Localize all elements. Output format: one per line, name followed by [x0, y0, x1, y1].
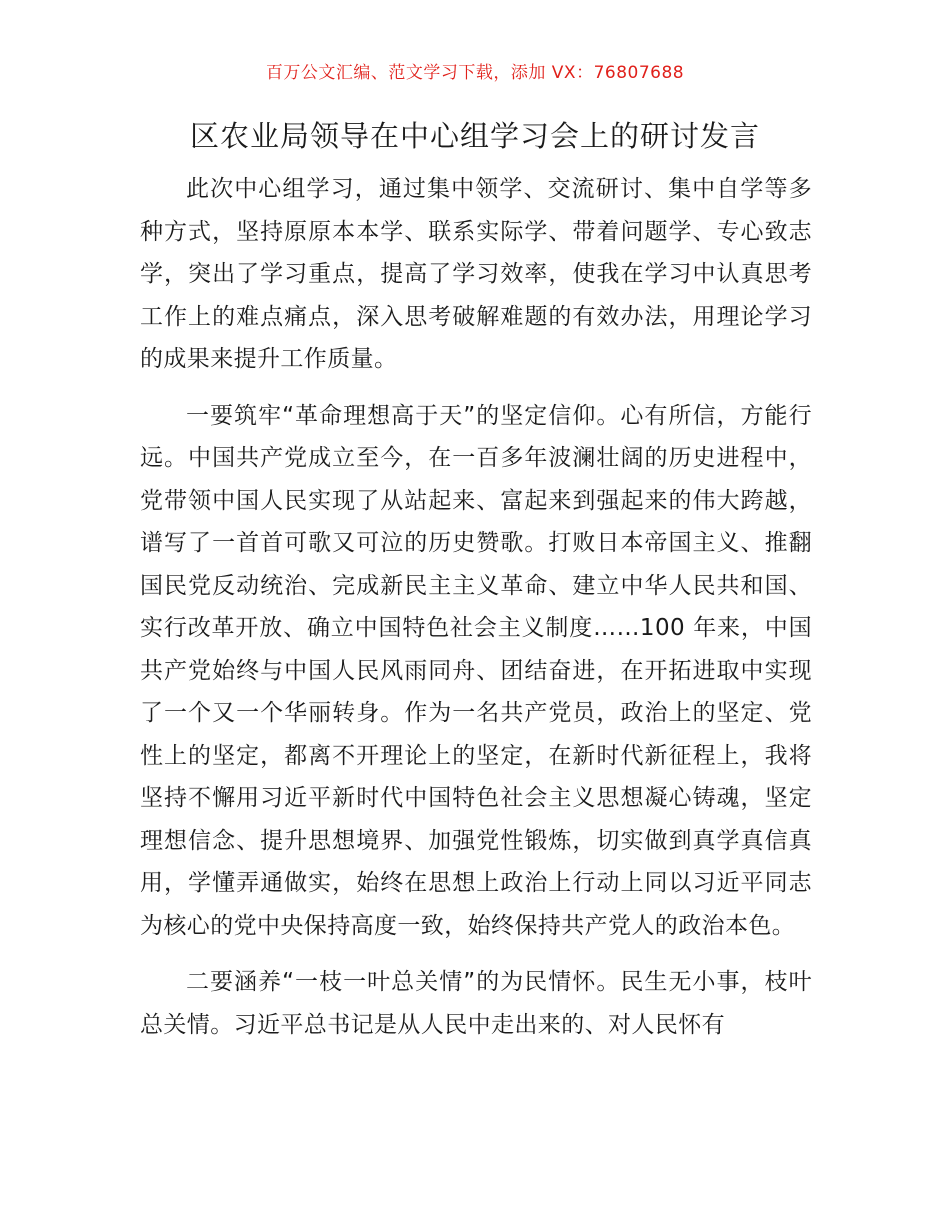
paragraph-second-point: 二要涵养“一枝一叶总关情”的为民情怀。民生无小事，枝叶总关情。习近平总书记是从人民中走出来的、对人民怀有: [140, 969, 812, 1038]
paragraph-first-point: 一要筑牢“革命理想高于天”的坚定信仰。心有所信，方能行远。中国共产党成立至今，在一百多年波澜壮阔的历史进程中，党带领中国人民实现了从站起来、富起来到强起来的伟大跨越，谱写了一首首可歌又可泣的历史赞歌。打败日本帝国主义、推翻国民党反动统治、完成新民主主义革命、建立中华人民共和国、实行改革开放、确立中国特色社会主义制度……100 年来，中国共产党始终与中国人民风雨同舟、团结奋进，在开拓进取中实现了一个又一个华丽转身。作为一名共产党员，政治上的坚定、党性上的坚定，都离不开理论上的坚定，在新时代新征程上，我将坚持不懈用习近平新时代中国特色社会主义思想凝心铸魂，坚定理想信念、提升思想境界、加强党性锻炼，切实做到真学真信真用，学懂弄通做实，始终在思想上政治上行动上同以习近平同志为核心的党中央保持高度一致，始终保持共产党人的政治本色。: [140, 402, 812, 939]
document-body: [140, 168, 812, 1046]
promo-header: 百万公文汇编、范文学习下载，添加 VX：76807688: [265, 63, 685, 83]
document-title: 区农业局领导在中心组学习会上的研讨发言: [189, 119, 760, 153]
paragraph-intro: 此次中心组学习，通过集中领学、交流研讨、集中自学等多种方式，坚持原原本本学、联系实际学、带着问题学、专心致志学，突出了学习重点，提高了学习效率，使我在学习中认真思考工作上的难点痛点，深入思考破解难题的有效办法，用理论学习的成果来提升工作质量。: [140, 176, 812, 372]
